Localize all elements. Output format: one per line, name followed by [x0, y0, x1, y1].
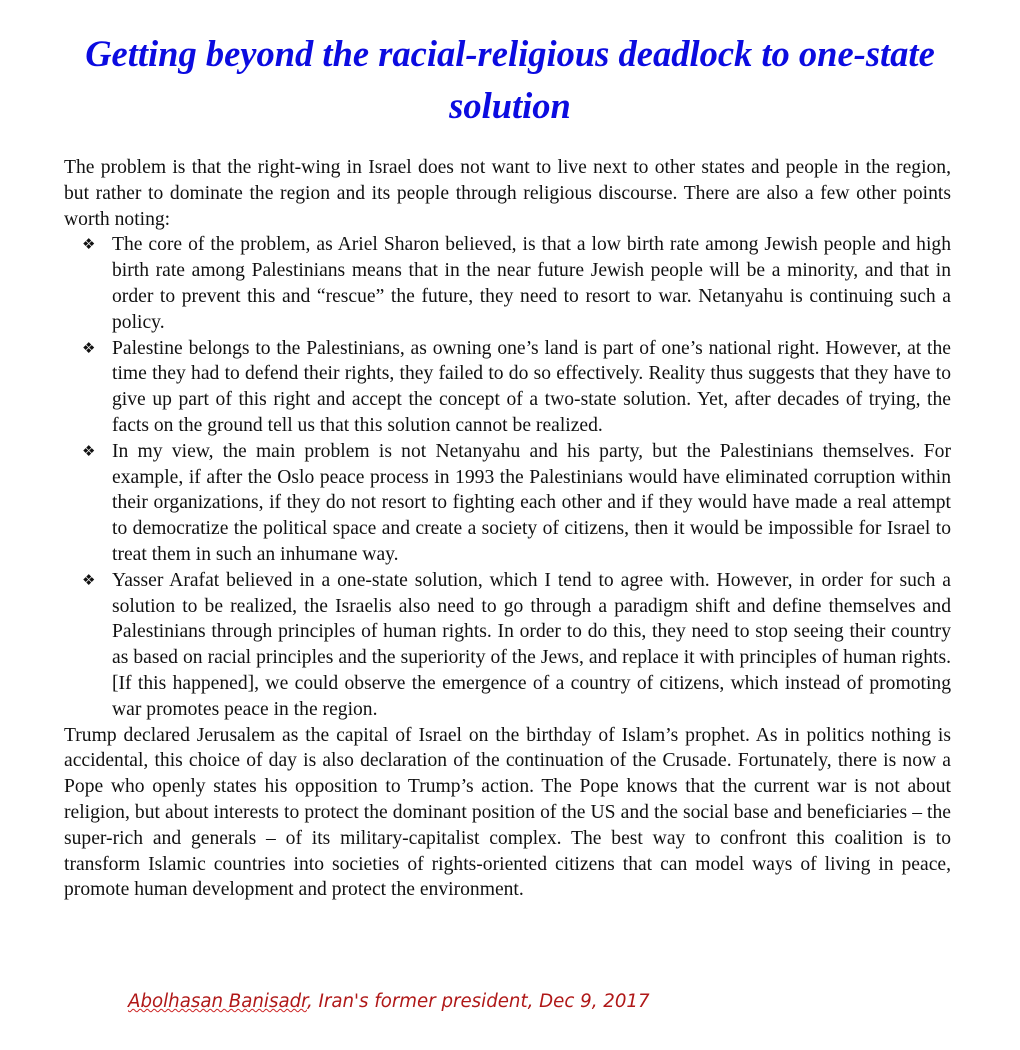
bullet-text: The core of the problem, as Ariel Sharon believed, is that a low birth rate among Jewish people and high birth rate among Palestinians means that in the near future Jewish people will be a minority, and that in order to prevent this and “rescue” the future, they need to resort to war. Netanyahu is continuing such a policy.	[112, 234, 951, 333]
conclusion-paragraph: Trump declared Jerusalem as the capital of Israel on the birthday of Islam’s prophet. As in politics nothing is accidental, this choice of day is also declaration of the continuation of the Crusade. Fortunately, there is now a Pope who openly states his opposition to Trump’s action. The Pope knows that the current war is not about religion, but about interests to protect the dominant position of the US and the social base and beneficiaries – the super-rich and generals – of its military-capitalist complex. The best way to confront this coalition is to transform Islamic countries into societies of rights-oriented citizens that can model ways of living in peace, promote human development and protect the environment.	[64, 724, 951, 901]
document-title: Getting beyond the racial-religious deadlock to one-state solution	[85, 33, 935, 126]
intro-paragraph: The problem is that the right-wing in Israel does not want to live next to other states and people in the region, but rather to dominate the region and its people through religious discourse. There are also a few other points worth noting:	[64, 157, 951, 230]
bullet-item	[64, 439, 951, 568]
bullet-text: Palestine belongs to the Palestinians, as owning one’s land is part of one’s national right. However, at the time they had to defend their rights, they failed to do so effectively. Reality thus suggests that they have to give up part of this right and accept the concept of a two-state solution. Yet, after decades of trying, the facts on the ground tell us that this solution cannot be realized.	[112, 337, 951, 436]
signature-line	[128, 989, 650, 1015]
diamond-bullet-icon: ❖	[82, 570, 96, 589]
bullet-text: In my view, the main problem is not Netanyahu and his party, but the Palestinians themselves. For example, if after the Oslo peace process in 1993 the Palestinians would have eliminated corruption within their organizations, if they do not resort to fighting each other and if they would have made a real attempt to democratize the political space and create a society of citizens, then it would be impossible for Israel to treat them in such an inhumane way.	[112, 440, 951, 565]
diamond-bullet-icon: ❖	[82, 338, 96, 357]
document-body	[64, 155, 951, 903]
bullet-item	[64, 232, 951, 335]
diamond-bullet-icon: ❖	[82, 441, 96, 460]
signature-details: , Iran's former president, Dec 9, 2017	[306, 991, 650, 1012]
bullet-text: Yasser Arafat believed in a one-state solution, which I tend to agree with. However, in order for such a solution to be realized, the Israelis also need to go through a paradigm shift and define themselves and Palestinians through principles of human rights. In order to do this, they need to stop seeing their country as based on racial principles and the superiority of the Jews, and replace it with principles of human rights. [If this happened], we could observe the emergence of a country of citizens, which instead of promoting war promotes peace in the region.	[112, 569, 951, 720]
signature-name: Abolhasan Banisadr	[128, 991, 307, 1012]
bullet-item	[64, 336, 951, 439]
bullet-item	[64, 568, 951, 723]
diamond-bullet-icon: ❖	[82, 235, 96, 254]
bullet-list	[64, 232, 951, 722]
